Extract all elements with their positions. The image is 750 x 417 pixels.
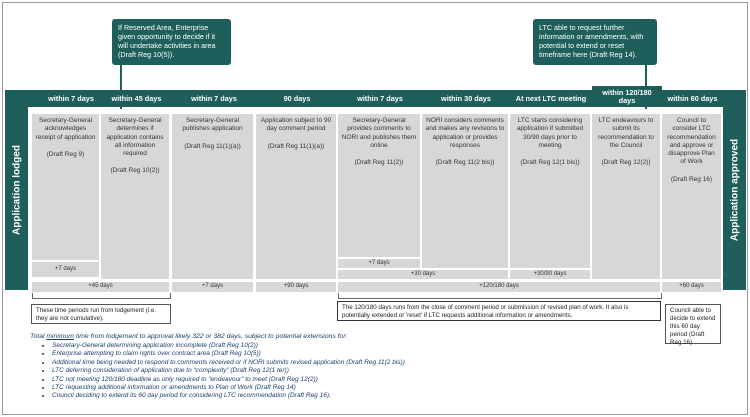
application-approved-label: Application approved (729, 138, 740, 242)
step-ref: (Draft Reg 16) (670, 175, 713, 183)
period-bracket (338, 293, 662, 299)
header-within-60-days: within 60 days (662, 90, 723, 107)
council-note-text: Council able to decide to extend this 60 day period (Draft Reg 16) (670, 307, 716, 346)
step-text: NORI considers comments and makes any revisions to application or provides responses (425, 117, 505, 149)
reserved-area-callout (112, 19, 231, 65)
list-item: • Enterprise attempting to claim rights over contract area (Draft Reg 10(5)) (52, 350, 405, 358)
step-publish-application (172, 114, 253, 279)
step-text: LTC starts considering application if submitted 30/90 days prior to meeting (516, 117, 584, 149)
period-note-text: The 120/180 days runs from the close of comment period or submission of revised plan of work. It also is potentially extended or 'reset' if LTC requests additional information or amendments. (342, 304, 629, 319)
step-ref: (Draft Reg 11(1)(a)) (267, 142, 325, 150)
list-item: • Secretary-General determining application incomplete (Draft Reg 10(2)) (52, 342, 405, 350)
summary-suffix: time from lodgement to approval likely 322 or 382 days, subject to potential extensions for: (73, 333, 348, 340)
step-ref: (Draft Reg 11(2 bis)) (435, 159, 495, 167)
council-note (665, 304, 721, 344)
step-provide-comments (338, 114, 420, 257)
step-ref: (Draft Reg 11(2)) (354, 159, 404, 167)
list-item: • LTC not meeting 120/180 deadline as only required to “endeavour” to meet (Draft Reg 12(2)) (52, 376, 405, 384)
header-next-ltc-meeting: At next LTC meeting (510, 90, 592, 107)
reserved-area-callout-text: If Reserved Area, Enterprise given opportunity to decide if it will undertake activities in area (Draft Reg 10(5)). (118, 23, 216, 59)
step-text: Application subject to 90 day comment period (260, 117, 332, 133)
plus-30-days-strip: +30 days (338, 270, 508, 279)
plus-7-days-strip-1: +7 days (32, 262, 99, 277)
total-120-180-days: +120/180 days (338, 282, 660, 292)
header-within-7-days-1: within 7 days (31, 90, 111, 107)
header-within-120-180-days (592, 86, 662, 107)
step-text: LTC endeavours to submit its recommendation to the Council (598, 117, 654, 149)
list-item: • Council deciding to extend its 60 day period for considering LTC recommendation (Draft Reg 16). (52, 392, 405, 400)
step-text: Council to consider LTC recommendation and approve or disapprove Plan of Work (667, 117, 716, 166)
summary-minimum: minimum (46, 333, 74, 340)
header-within-7-days-2: within 7 days (172, 90, 256, 107)
step-text: Secretary-General acknowledges receipt of application (35, 117, 96, 141)
lodgement-note (31, 304, 171, 324)
step-ref: (Draft Reg 10(2)) (110, 167, 160, 175)
step-ref: (Draft Reg 9) (46, 150, 85, 158)
step-text: Secretary-General provides comments to NORI and publishes them online (341, 117, 417, 149)
step-ref: (Draft Reg 11(1)(a)) (184, 142, 241, 150)
summary-heading (30, 333, 348, 340)
period-note (337, 301, 661, 321)
step-nori-considers (422, 114, 508, 268)
header-within-120-180-days-text: within 120/180 days (602, 87, 652, 105)
header-within-7-days-3: within 7 days (338, 90, 422, 107)
step-council-approval (662, 114, 721, 279)
application-approved-bar (723, 90, 746, 290)
step-text: Secretary-General determines if application contains all information required (106, 117, 164, 158)
total-90-days: +90 days (256, 282, 336, 292)
plus-7-days-strip-2: +7 days (338, 259, 420, 268)
step-acknowledge-receipt (32, 114, 99, 260)
list-item: • Additional time being needed to respond to comments received or if NORI submits revised application (Draft Reg 11(2 bis)) (52, 359, 405, 367)
step-ref: (Draft Reg 12(2)) (601, 159, 651, 167)
lodgement-note-text: These time periods run from lodgement (i.e. they are not cumulative). (36, 307, 157, 322)
application-lodged-bar (5, 90, 28, 290)
list-item: • LTC requesting additional information or amendments to Plan of Work (Draft Reg 14) (52, 384, 405, 392)
step-ltc-recommendation (592, 114, 660, 279)
step-determine-completeness (101, 114, 169, 279)
list-item: • LTC deferring consideration of application due to “complexity” (Draft Reg 12(1 ter)) (52, 367, 405, 375)
application-lodged-label: Application lodged (11, 145, 22, 235)
extension-reasons-list (40, 342, 405, 401)
header-within-45-days: within 45 days (101, 90, 172, 107)
step-comment-period (256, 114, 336, 279)
step-ltc-considers (510, 114, 590, 268)
summary-prefix: Total (30, 333, 47, 340)
step-ref: (Draft Reg 12(1 bis)) (520, 159, 580, 167)
plus-30-90-days-strip: +30/90 days (510, 270, 590, 279)
total-7-days: +7 days (172, 282, 253, 292)
ltc-callout (533, 19, 657, 65)
total-45-days: +45 days (32, 282, 169, 292)
ltc-callout-text: LTC able to request further information or amendments, with potential to extend or reset timeframe here (Draft Reg 14). (539, 23, 644, 59)
header-within-30-days: within 30 days (422, 90, 510, 107)
total-60-days: +60 days (662, 282, 721, 292)
lodgement-bracket (32, 293, 171, 299)
step-text: Secretary-General publishes application (182, 117, 243, 133)
header-90-days: 90 days (256, 90, 338, 107)
